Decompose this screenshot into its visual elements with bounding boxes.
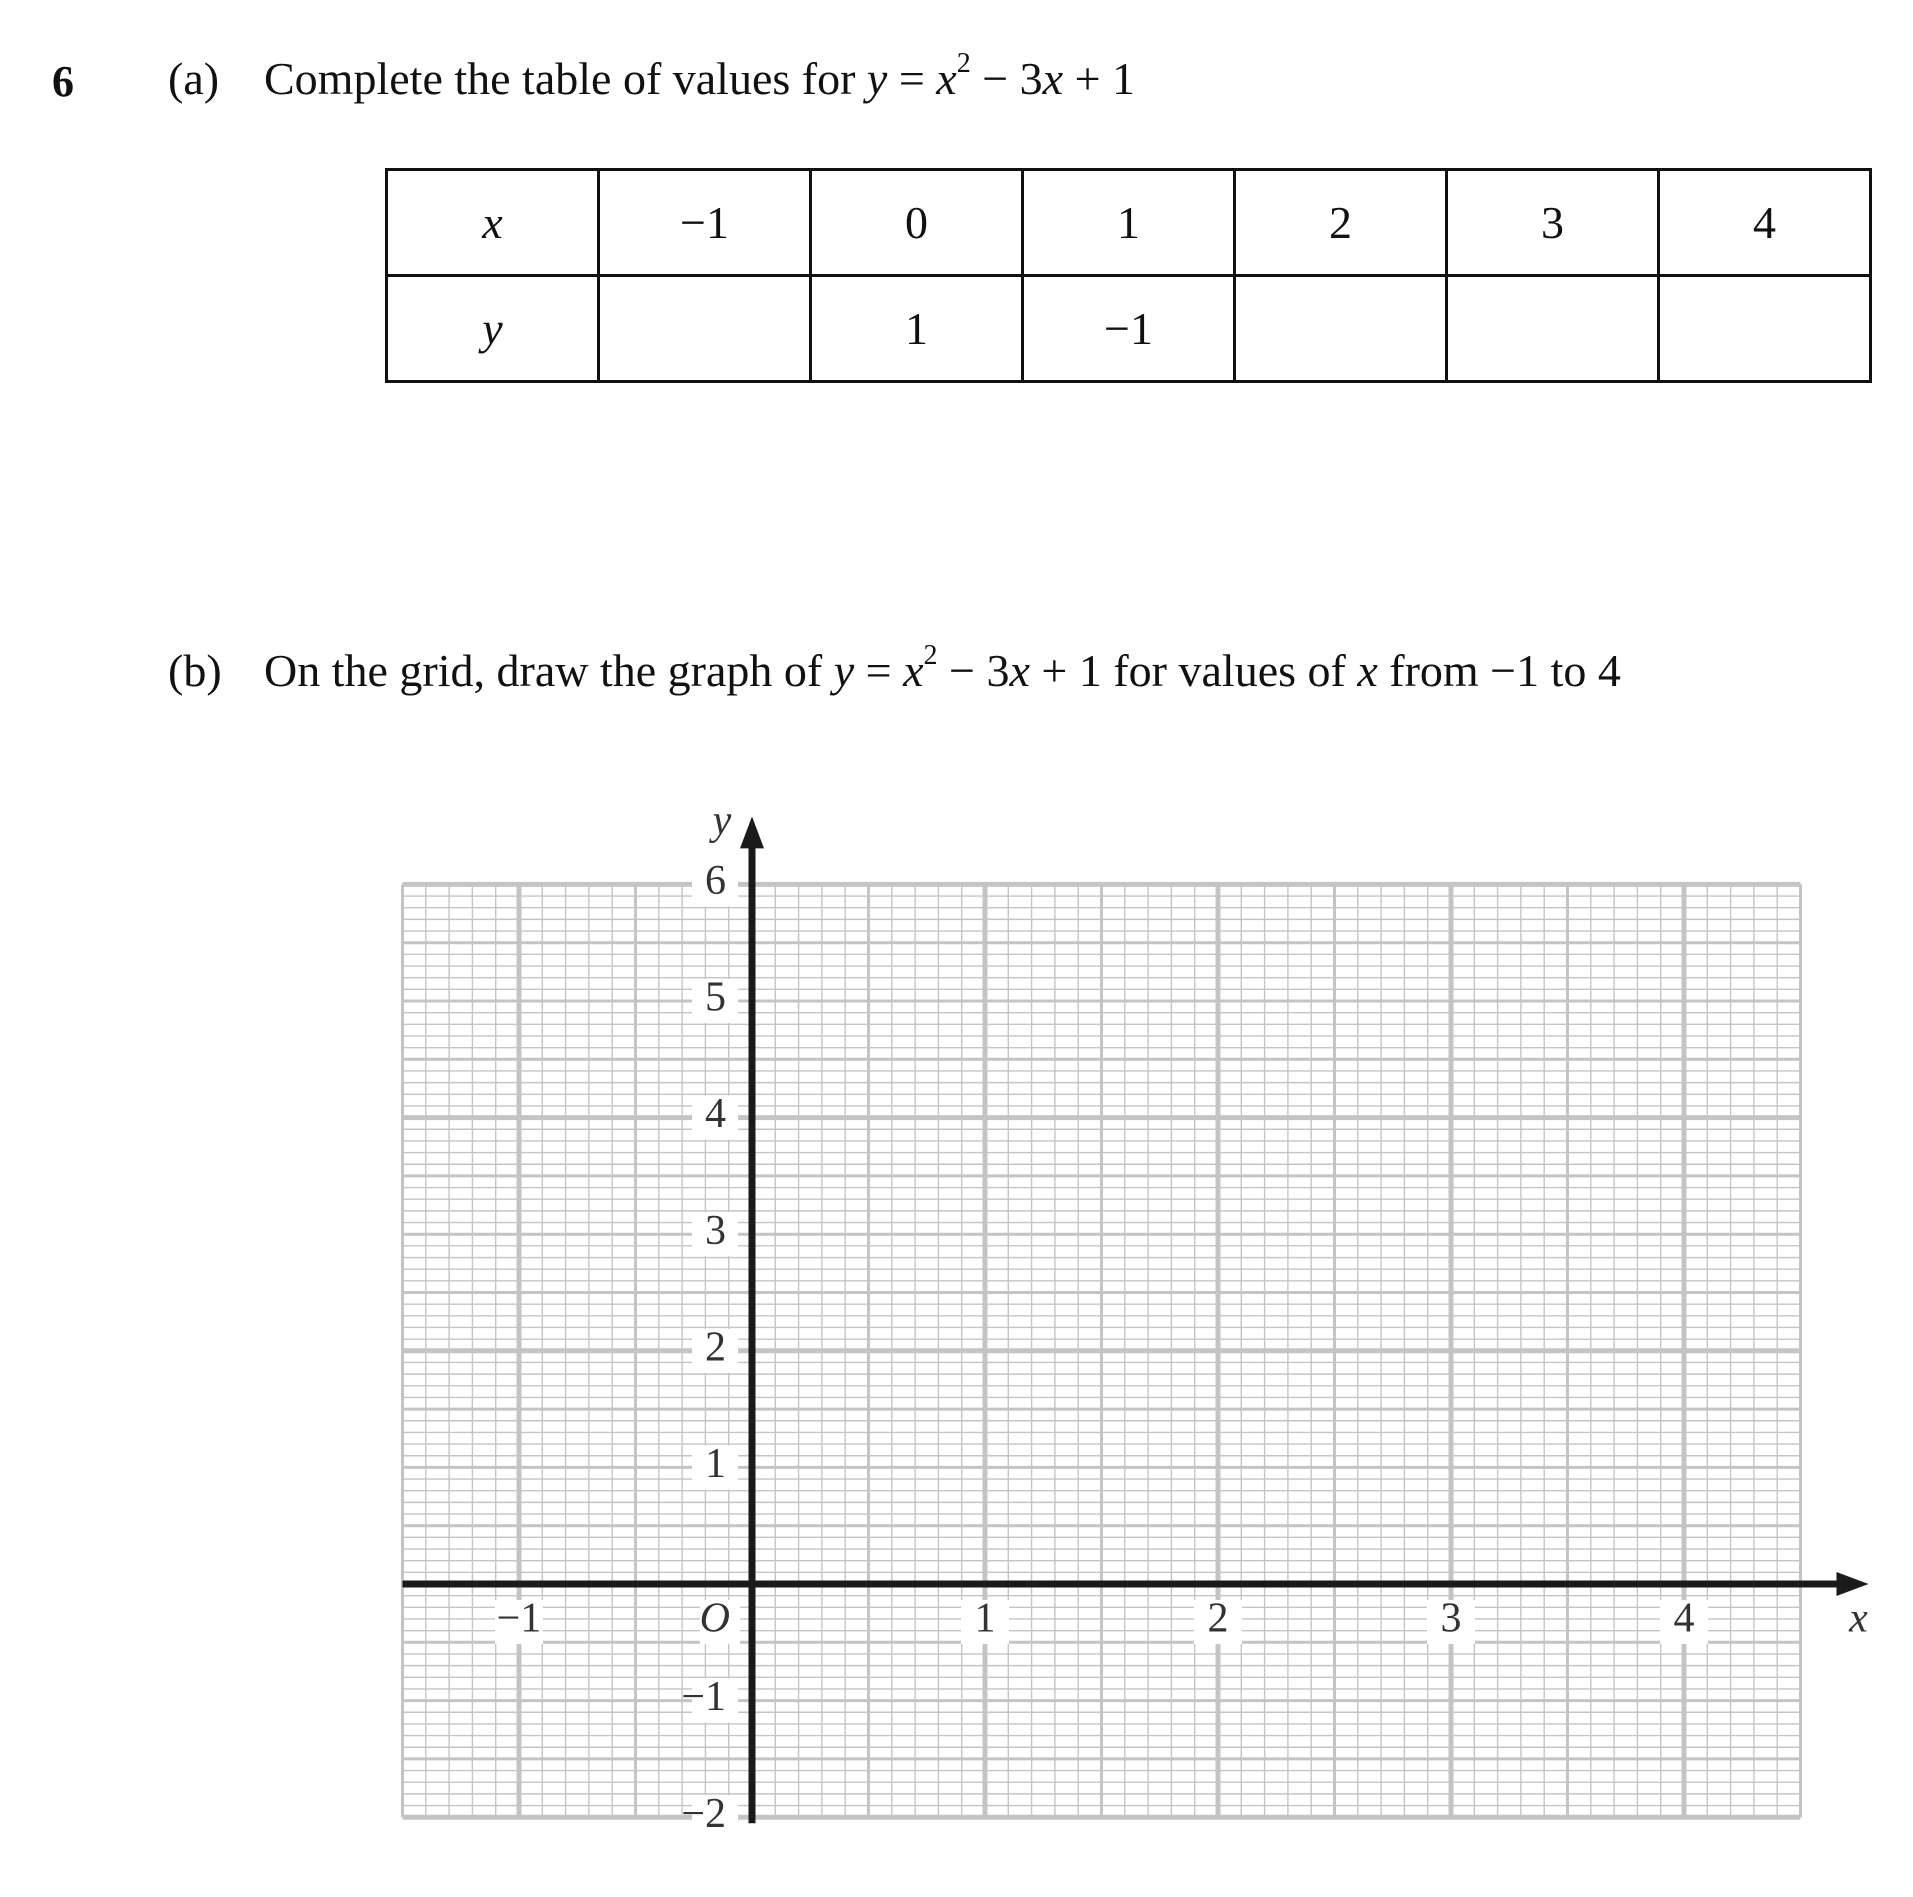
x-tick-label: −1 xyxy=(496,1595,542,1642)
y-axis-label: y xyxy=(712,798,732,845)
x-value-cell: 1 xyxy=(1023,170,1235,276)
x-tick-label: 3 xyxy=(1440,1595,1462,1642)
x-tick-label: 2 xyxy=(1207,1595,1229,1642)
origin-label: O xyxy=(699,1595,730,1642)
x-header-cell: x xyxy=(387,170,599,276)
question-number: 6 xyxy=(52,57,74,106)
y-value-cell: 1 xyxy=(811,276,1023,382)
x-axis-arrowhead xyxy=(1837,1572,1869,1596)
x-value-cell: 0 xyxy=(811,170,1023,276)
eq-b-x: x xyxy=(903,645,924,696)
eq-a-y: y xyxy=(866,53,888,104)
y-value-cell: −1 xyxy=(1023,276,1235,382)
y-tick-label: 6 xyxy=(705,858,726,905)
eq-b-plus1: + 1 xyxy=(1029,645,1102,696)
part-b-var-x: x xyxy=(1357,645,1378,696)
part-b-text-after: from −1 to 4 xyxy=(1377,645,1621,696)
x-tick-label: 1 xyxy=(974,1595,996,1642)
y-tick-label: 2 xyxy=(705,1324,726,1371)
eq-b-power: 2 xyxy=(923,640,938,671)
eq-b-x2: x xyxy=(1009,645,1030,696)
eq-a-x: x xyxy=(936,53,957,104)
y-tick-label: 5 xyxy=(705,974,726,1021)
y-tick-label: 3 xyxy=(705,1207,726,1254)
y-tick-label: −1 xyxy=(681,1674,726,1721)
part-b-label: (b) xyxy=(168,645,222,696)
x-tick-label: 4 xyxy=(1673,1595,1695,1642)
eq-b-equals: = xyxy=(854,645,904,696)
y-tick-label: 4 xyxy=(705,1091,726,1138)
eq-a-power: 2 xyxy=(956,48,971,79)
part-b-text-mid: for values of xyxy=(1101,645,1358,696)
eq-a-equals: = xyxy=(887,53,937,104)
y-axis-arrowhead xyxy=(740,816,764,848)
x-value-cell: 3 xyxy=(1447,170,1659,276)
y-header-cell: y xyxy=(387,276,599,382)
part-a-text: Complete the table of values for xyxy=(264,53,867,104)
x-axis-label: x xyxy=(1849,1595,1868,1642)
eq-a-plus1: + 1 xyxy=(1063,53,1136,104)
x-value-cell: −1 xyxy=(599,170,811,276)
x-value-cell: 2 xyxy=(1235,170,1447,276)
part-a-label: (a) xyxy=(168,53,220,104)
part-b-text: On the grid, draw the graph of xyxy=(264,645,834,696)
y-tick-label: 1 xyxy=(705,1441,726,1488)
eq-a-minus3: − 3 xyxy=(970,53,1043,104)
eq-a-x2: x xyxy=(1042,53,1064,104)
y-tick-label: −2 xyxy=(681,1790,726,1837)
eq-b-minus3: − 3 xyxy=(937,645,1010,696)
eq-b-y: y xyxy=(833,645,855,696)
x-value-cell: 4 xyxy=(1659,170,1871,276)
